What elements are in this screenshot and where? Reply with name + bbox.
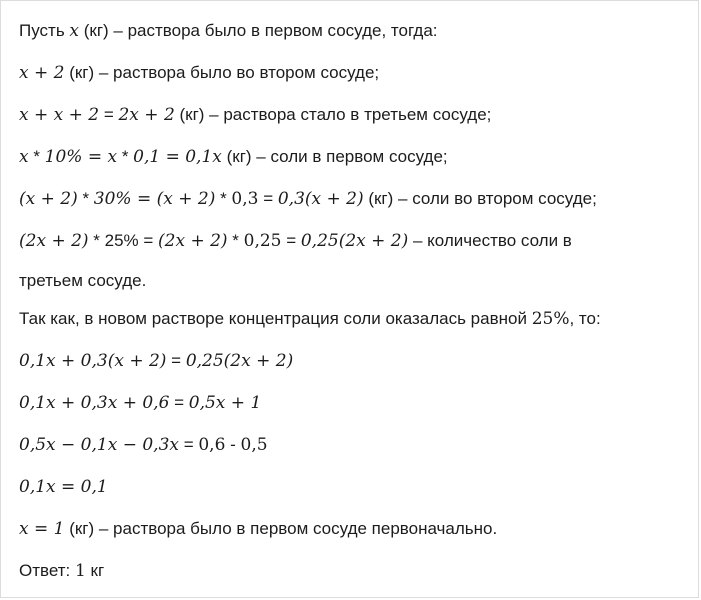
text: = [178,435,199,454]
line-3 [19,103,690,127]
formula: 0,5 [240,435,268,455]
formula: 0,5x + 1 [188,393,262,413]
line-4 [19,145,690,169]
formula: x + x + 2 [19,105,100,125]
formula: 0,1x + 0,3x + 0,6 [19,393,170,413]
formula: 10% = x [44,147,118,167]
text: = [258,189,278,208]
text: – количество соли в [408,231,572,250]
formula: 2x + 2 [118,105,175,125]
formula: 0,25(2x + 2) [185,351,294,371]
text: * [77,189,94,208]
line-6 [19,229,690,253]
line-13 [19,517,690,541]
formula: x + 2 [19,63,65,83]
text: Так как, в новом растворе концентрация соли оказалась равной [19,309,532,328]
text: * 25% = [88,231,159,250]
text: Пусть [19,21,70,40]
text: = [166,351,186,370]
formula: 0,6 [198,435,226,455]
text: (кг) – раствора было во втором сосуде; [64,63,380,82]
formula: 0,3 [231,189,259,209]
line-5 [19,187,690,211]
text: кг [85,561,105,580]
text: (кг) – раствора было в первом сосуде, тогда: [79,21,438,40]
text: * [227,231,244,250]
text: (кг) – раствора было в первом сосуде первоначально. [64,519,498,538]
line-2 [19,61,690,85]
formula: 0,3(x + 2) [277,189,364,209]
formula: 1 [74,561,86,581]
text: = [169,393,189,412]
text: * [117,147,134,166]
text: (кг) – соли во втором сосуде; [363,189,597,208]
line-1 [19,19,690,43]
line-7 [19,269,690,293]
formula: 0,25(2x + 2) [300,231,409,251]
text: * [215,189,232,208]
text: - [225,435,241,454]
formula: 30% = (x + 2) [93,189,216,209]
formula: 0,5x − 0,1x − 0,3x [19,435,179,455]
line-12 [19,475,690,499]
formula: x [69,21,79,41]
formula: 0,25 [243,231,282,251]
text: = [99,105,119,124]
text: (кг) – соли в первом сосуде; [221,147,448,166]
formula: 0,1x + 0,3(x + 2) [19,351,167,371]
formula: (x + 2) [19,189,78,209]
line-10 [19,391,690,415]
text: * [28,147,45,166]
formula: 25% [531,309,570,329]
text: (кг) – раствора стало в третьем сосуде; [174,105,492,124]
formula: 0,1x = 0,1 [19,477,108,497]
text: третьем сосуде. [19,271,147,290]
text: , то: [569,309,601,328]
line-11 [19,433,690,457]
formula: 0,1 = 0,1x [133,147,222,167]
line-14-answer [19,559,690,583]
line-9 [19,349,690,373]
formula: x = 1 [19,519,65,539]
formula: x [19,147,29,167]
formula: (2x + 2) [158,231,228,251]
line-8 [19,307,690,331]
text: = [281,231,301,250]
text: Ответ: [19,561,75,580]
formula: (2x + 2) [19,231,89,251]
